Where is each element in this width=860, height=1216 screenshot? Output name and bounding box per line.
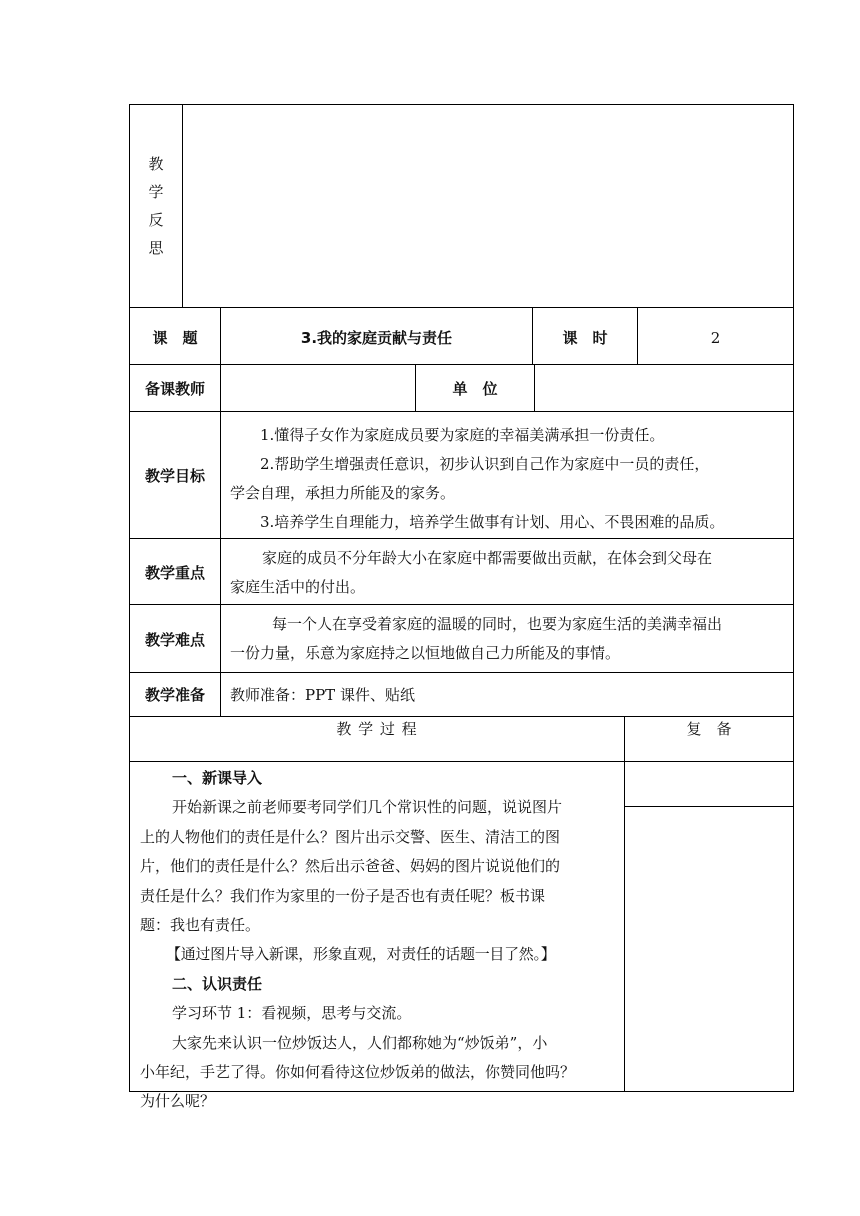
section-heading: 二、认识责任 bbox=[172, 974, 263, 993]
process-line: 上的人物他们的责任是什么？图片出示交警、医生、清洁工的图 bbox=[140, 827, 561, 846]
process-line: 为什么呢？ bbox=[140, 1092, 216, 1111]
divider bbox=[129, 604, 794, 605]
goal-line: 2.帮助学生增强责任意识，初步认识到自己作为家庭中一员的责任， bbox=[260, 455, 710, 473]
reflection-char: 学 bbox=[148, 183, 164, 201]
process-line: 题：我也有责任。 bbox=[140, 916, 261, 935]
key-points-label: 教学重点 bbox=[144, 564, 205, 582]
lesson-title: 3.我的家庭贡献与责任 bbox=[300, 329, 453, 347]
topic-label: 课 题 bbox=[152, 329, 198, 347]
key-point-line: 家庭的成员不分年龄大小在家庭中都需要做出贡献，在体会到父母在 bbox=[262, 549, 713, 567]
divider bbox=[129, 761, 794, 762]
key-points-text bbox=[230, 544, 712, 602]
divider bbox=[129, 538, 794, 539]
divider bbox=[534, 364, 535, 411]
goals-text bbox=[230, 421, 724, 537]
goal-line: 学会自理，承担力所能及的家务。 bbox=[230, 484, 456, 502]
unit-label: 单 位 bbox=[452, 380, 498, 398]
reflection-char: 反 bbox=[148, 211, 164, 229]
difficulties-label: 教学难点 bbox=[144, 631, 205, 649]
process-line: 大家先来认识一位炒饭达人，人们都称她为“炒饭弟”，小 bbox=[172, 1033, 548, 1052]
goal-line: 1.懂得子女作为家庭成员要为家庭的幸福美满承担一份责任。 bbox=[260, 426, 665, 444]
process-line: 开始新课之前老师要考同学们几个常识性的问题，说说图片 bbox=[172, 798, 563, 817]
goal-line: 3.培养学生自理能力，培养学生做事有计划、用心、不畏困难的品质。 bbox=[260, 513, 725, 531]
table-border-right bbox=[793, 104, 794, 1092]
review-header: 复 备 bbox=[686, 720, 732, 738]
divider bbox=[129, 411, 794, 412]
design-note: 【通过图片导入新课，形象直观，对责任的话题一目了然。】 bbox=[166, 945, 556, 964]
divider bbox=[129, 716, 794, 717]
difficulties-text bbox=[230, 610, 722, 668]
reflection-char: 教 bbox=[148, 155, 164, 173]
reflection-char: 思 bbox=[148, 239, 164, 257]
difficulty-line: 每一个人在享受着家庭的温暖的同时，也要为家庭生活的美满幸福出 bbox=[272, 615, 723, 633]
process-line: 小年纪，手艺了得。你如何看待这位炒饭弟的做法，你赞同他吗？ bbox=[140, 1063, 576, 1082]
divider bbox=[220, 307, 221, 716]
difficulty-line: 一份力量，乐意为家庭持之以恒地做自己力所能及的事情。 bbox=[230, 644, 621, 662]
section-heading: 一、新课导入 bbox=[172, 769, 263, 787]
divider bbox=[129, 307, 794, 308]
teacher-label: 备课教师 bbox=[144, 380, 205, 398]
process-content bbox=[140, 764, 575, 1117]
goals-label: 教学目标 bbox=[144, 467, 205, 485]
reflection-content[interactable] bbox=[183, 105, 793, 307]
divider bbox=[624, 806, 794, 807]
hours-value: 2 bbox=[710, 329, 721, 347]
divider bbox=[129, 364, 794, 365]
reflection-label bbox=[130, 150, 182, 262]
divider bbox=[129, 672, 794, 673]
process-line: 责任是什么？我们作为家里的一份子是否也有责任呢？板书课 bbox=[140, 886, 546, 905]
divider bbox=[624, 716, 625, 1092]
preparation-label: 教学准备 bbox=[144, 686, 205, 704]
process-header: 教 学 过 程 bbox=[336, 720, 418, 738]
key-point-line: 家庭生活中的付出。 bbox=[230, 578, 366, 596]
process-line: 学习环节 1：看视频，思考与交流。 bbox=[172, 1004, 412, 1023]
preparation-text: 教师准备：PPT 课件、贴纸 bbox=[230, 686, 415, 704]
process-line: 片，他们的责任是什么？然后出示爸爸、妈妈的图片说说他们的 bbox=[140, 857, 561, 876]
hours-label: 课 时 bbox=[562, 329, 608, 347]
